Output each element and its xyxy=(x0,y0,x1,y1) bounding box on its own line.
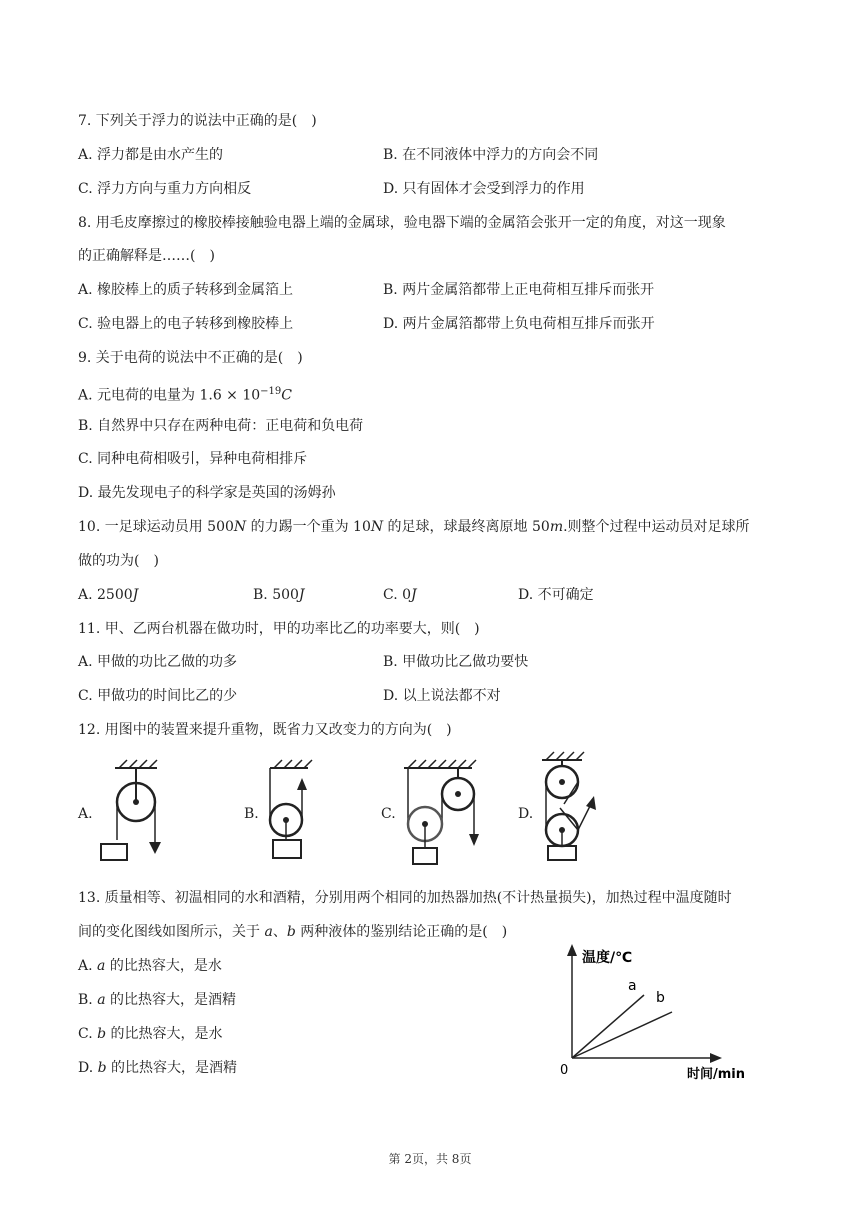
line-b xyxy=(572,1012,672,1058)
origin-label: 0 xyxy=(560,1063,569,1078)
x-axis-label: 时间/min xyxy=(687,1067,746,1082)
q10-option-a xyxy=(78,585,138,605)
q9-option-c: C. 同种电荷相吸引，异种电荷相排斥 xyxy=(78,451,308,467)
q8-option-b: B. 两片金属箔都带上正电荷相互排斥而张开 xyxy=(383,282,655,298)
q12-label-d: D. xyxy=(518,806,534,822)
q13-var-b: b xyxy=(286,924,296,940)
q12-label-a: A. xyxy=(78,806,93,822)
q7-option-d: D. 只有固体才会受到浮力的作用 xyxy=(383,181,585,197)
q13-a-var: a xyxy=(97,958,106,974)
x-axis-arrow xyxy=(710,1053,722,1063)
q13-b-label: B. xyxy=(78,992,98,1008)
q13-stem2-pre: 间的变化图线如图所示，关于 xyxy=(78,924,265,940)
q7-option-a: A. 浮力都是由水产生的 xyxy=(78,147,224,163)
q10-unit-1: N xyxy=(233,519,247,535)
q10-unit-3: m xyxy=(549,519,564,535)
q13-a-text: 的比热容大，是水 xyxy=(105,958,222,974)
q13-option-a xyxy=(78,956,222,976)
q13-d-text: 的比热容大，是酒精 xyxy=(106,1060,238,1076)
q13-c-label: C. xyxy=(78,1026,98,1042)
q9-stem: 9. 关于电荷的说法中不正确的是( ) xyxy=(78,350,303,366)
q10-text-2: 的力踢一个重为 10 xyxy=(246,519,371,535)
q11-option-a: A. 甲做的功比乙做的功多 xyxy=(78,654,238,670)
q9-option-a xyxy=(78,382,292,406)
q10-b-unit: J xyxy=(298,587,305,603)
line-b-label: b xyxy=(656,990,665,1006)
q10-stem-line1 xyxy=(78,517,750,537)
pulley-figure-b xyxy=(262,758,322,868)
q13-d-var: b xyxy=(97,1060,107,1076)
pulley-figure-c xyxy=(398,758,494,870)
line-a-label: a xyxy=(628,978,637,994)
q12-stem: 12. 用图中的装置来提升重物，既省力又改变力的方向为( ) xyxy=(78,722,452,738)
pulley-figure-d xyxy=(534,750,604,862)
q13-b-var: a xyxy=(97,992,106,1008)
temperature-time-graph xyxy=(552,940,762,1086)
q13-option-c xyxy=(78,1024,223,1044)
q11-stem: 11. 甲、乙两台机器在做功时，甲的功率比乙的功率要大，则( ) xyxy=(78,621,480,637)
q8-option-d: D. 两片金属箔都带上负电荷相互排斥而张开 xyxy=(383,316,655,332)
q10-a-unit: J xyxy=(132,587,139,603)
q13-a-label: A. xyxy=(78,958,98,974)
q10-stem-line2: 做的功为( ) xyxy=(78,553,159,569)
q12-label-c: C. xyxy=(381,806,396,822)
q10-c-text: C. 0 xyxy=(383,587,412,603)
q8-stem-line2: 的正确解释是……( ) xyxy=(78,248,215,264)
q13-stem-line2 xyxy=(78,922,507,942)
pulley-figure-a xyxy=(95,758,175,868)
q13-option-d xyxy=(78,1058,237,1078)
q9-a-text: A. 元电荷的电量为 1.6 × 10 xyxy=(78,387,261,404)
q11-option-d: D. 以上说法都不对 xyxy=(383,688,501,704)
q13-stem2-post: 两种液体的鉴别结论正确的是( ) xyxy=(295,924,508,940)
q13-var-a: a xyxy=(264,924,273,940)
q10-text-3: 的足球，球最终离原地 50 xyxy=(383,519,550,535)
q7-option-c: C. 浮力方向与重力方向相反 xyxy=(78,181,252,197)
q11-option-c: C. 甲做功的时间比乙的少 xyxy=(78,688,238,704)
q10-option-c xyxy=(383,585,417,605)
q8-option-a: A. 橡胶棒上的质子转移到金属箔上 xyxy=(78,282,294,298)
q13-sep: 、 xyxy=(272,924,287,940)
q13-b-text: 的比热容大，是酒精 xyxy=(105,992,237,1008)
q9-a-unit: C xyxy=(281,387,292,404)
q10-c-unit: J xyxy=(411,587,417,603)
q10-option-d: D. 不可确定 xyxy=(518,587,594,603)
q7-option-b: B. 在不同液体中浮力的方向会不同 xyxy=(383,147,599,163)
q13-c-var: b xyxy=(97,1026,107,1042)
q11-option-b: B. 甲做功比乙做功要快 xyxy=(383,654,529,670)
q10-text-1: 10. 一足球运动员用 500 xyxy=(78,519,234,535)
page-footer: 第 2页，共 8页 xyxy=(388,1152,472,1166)
q7-stem: 7. 下列关于浮力的说法中正确的是( ) xyxy=(78,113,317,129)
q10-a-text: A. 2500 xyxy=(78,587,133,603)
q13-option-b xyxy=(78,990,236,1010)
q8-stem-line1: 8. 用毛皮摩擦过的橡胶棒接触验电器上端的金属球，验电器下端的金属箔会张开一定的角度，对这一现象 xyxy=(78,215,726,231)
q9-option-d: D. 最先发现电子的科学家是英国的汤姆孙 xyxy=(78,485,336,501)
q13-d-label: D. xyxy=(78,1060,98,1076)
q9-option-b: B. 自然界中只存在两种电荷：正电荷和负电荷 xyxy=(78,418,364,434)
q12-label-b: B. xyxy=(244,806,259,822)
q13-c-text: 的比热容大，是水 xyxy=(106,1026,223,1042)
line-a xyxy=(572,995,644,1058)
q8-option-c: C. 验电器上的电子转移到橡胶棒上 xyxy=(78,316,294,332)
q9-a-exponent: −19 xyxy=(260,386,282,397)
q13-stem-line1: 13. 质量相等、初温相同的水和酒精，分别用两个相同的加热器加热(不计热量损失)，加热过程中温度随时 xyxy=(78,890,732,906)
y-axis-arrow xyxy=(567,944,577,956)
q10-text-4: .则整个过程中运动员对足球所 xyxy=(563,519,750,535)
q10-option-b xyxy=(253,585,305,605)
y-axis-label: 温度/℃ xyxy=(582,950,633,966)
q10-unit-2: N xyxy=(370,519,384,535)
q10-b-text: B. 500 xyxy=(253,587,299,603)
